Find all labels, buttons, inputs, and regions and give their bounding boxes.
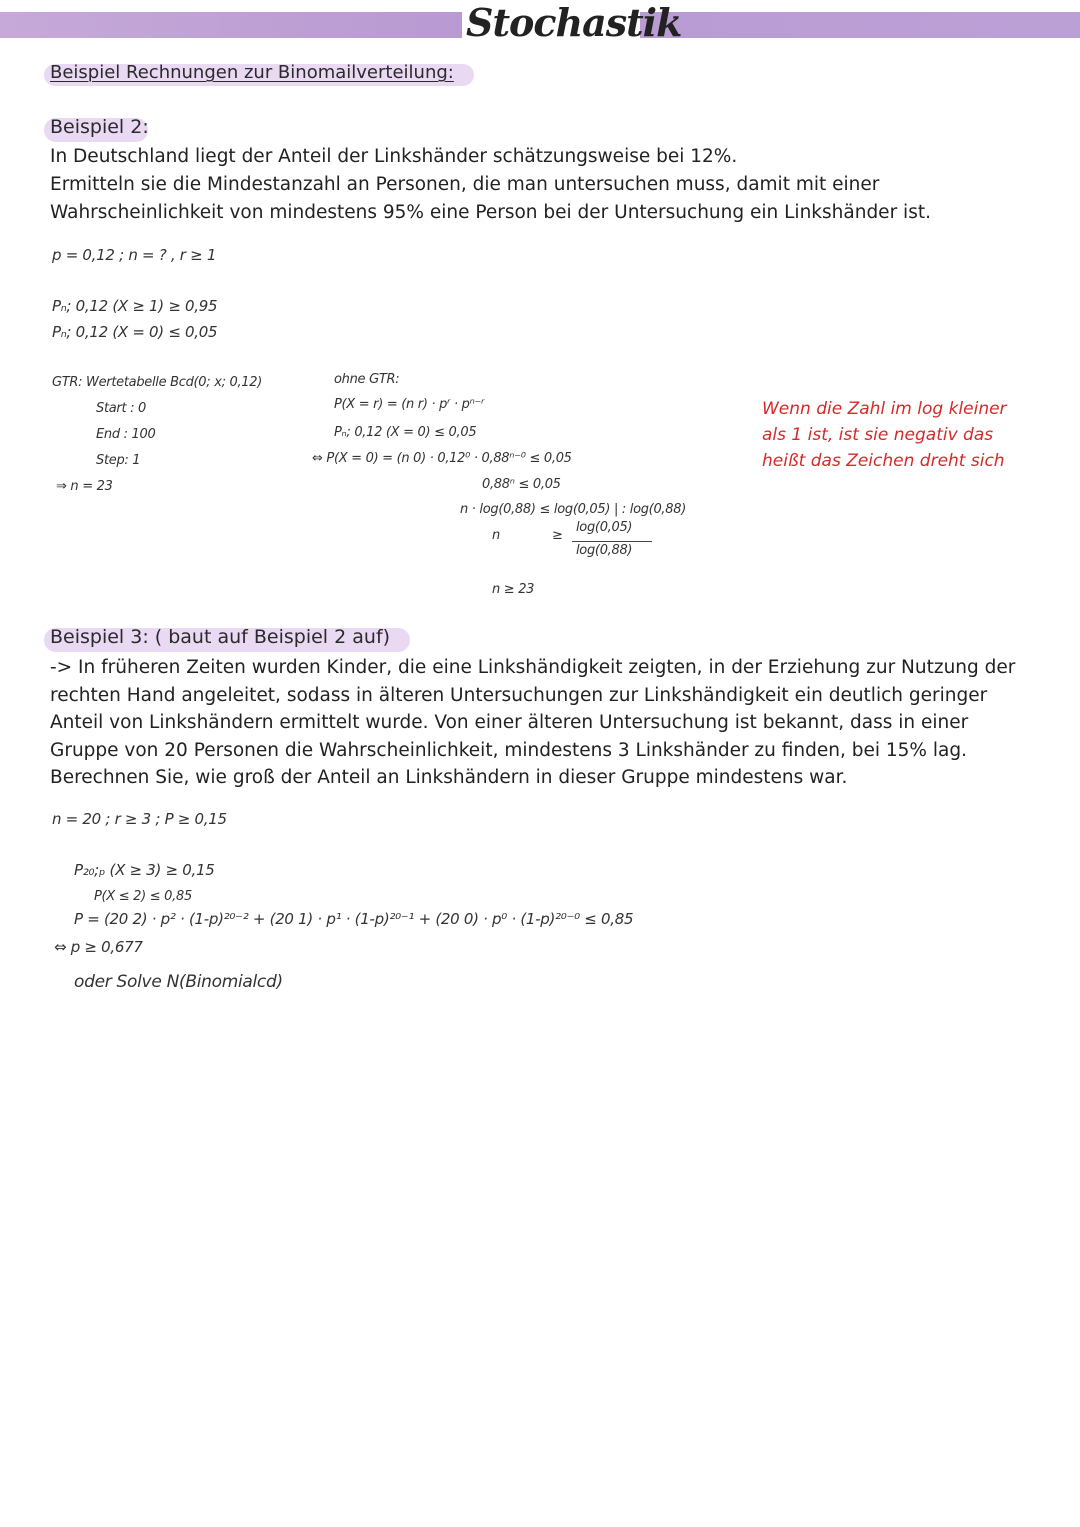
example3-heading: Beispiel 3: ( baut auf Beispiel 2 auf) <box>50 626 391 648</box>
example2-condition-2: Pₙ; 0,12 (X = 0) ≤ 0,05 <box>52 323 218 341</box>
example2-text-line: In Deutschland liegt der Anteil der Linkshänder schätzungsweise bei 12%. <box>50 146 738 167</box>
note-line: als 1 ist, ist sie negativ das <box>762 425 994 445</box>
example3-text-line: rechten Hand angeleitet, sodass in älteren Untersuchungen zur Linkshändigkeit ein deutlich geringer <box>50 684 988 706</box>
example3-text <box>50 654 1015 792</box>
ohne-gtr-condition: Pₙ; 0,12 (X = 0) ≤ 0,05 <box>334 425 477 440</box>
example2-condition-1: Pₙ; 0,12 (X ≥ 1) ≥ 0,95 <box>52 297 218 315</box>
example3-condition-2: P(X ≤ 2) ≤ 0,85 <box>94 889 192 904</box>
example3-text-line: -> In früheren Zeiten wurden Kinder, die eine Linkshändigkeit zeigten, in der Erziehung zur Nutzung der <box>50 657 1016 678</box>
fraction-line <box>572 541 652 542</box>
ohne-gtr-step-2: 0,88ⁿ ≤ 0,05 <box>482 477 561 492</box>
gtr-table-line: GTR: Wertetabelle Bcd(0; x; 0,12) <box>52 375 263 390</box>
section-heading: Beispiel Rechnungen zur Binomailverteilung: <box>50 62 454 83</box>
page-title: Stochastik <box>466 0 682 45</box>
example2-text-line: Wahrscheinlichkeit von mindestens 95% eine Person bei der Untersuchung ein Linkshänder ist. <box>50 202 931 223</box>
ohne-gtr-formula: P(X = r) = (n r) · pʳ · pⁿ⁻ʳ <box>334 397 485 412</box>
example3-result: ⇔ p ≥ 0,677 <box>54 938 143 956</box>
example3-text-line: Berechnen Sie, wie groß der Anteil an Linkshändern in dieser Gruppe mindestens war. <box>50 767 848 788</box>
gtr-start: Start : 0 <box>96 401 146 416</box>
example3-condition-1: P₂₀;ₚ (X ≥ 3) ≥ 0,15 <box>74 861 215 879</box>
example2-text-line: Ermitteln sie die Mindestanzahl an Personen, die man untersuchen muss, damit mit einer <box>50 174 880 195</box>
example2-given: p = 0,12 ; n = ? , r ≥ 1 <box>52 246 217 264</box>
ohne-gtr-step-4-rel: ≥ <box>552 528 563 543</box>
ohne-gtr-step-1: ⇔ P(X = 0) = (n 0) · 0,12⁰ · 0,88ⁿ⁻⁰ ≤ 0,05 <box>312 451 572 466</box>
note-line: heißt das Zeichen dreht sich <box>762 451 1005 471</box>
gtr-result: ⇒ n = 23 <box>56 479 113 494</box>
example3-text-line: Gruppe von 20 Personen die Wahrscheinlichkeit, mindestens 3 Linkshänder zu finden, bei 15% lag. <box>50 739 967 761</box>
ohne-gtr-fraction-denominator: log(0,88) <box>576 543 633 558</box>
gtr-step: Step: 1 <box>96 453 141 468</box>
example3-given: n = 20 ; r ≥ 3 ; P ≥ 0,15 <box>52 810 227 828</box>
ohne-gtr-fraction-numerator: log(0,05) <box>576 520 633 535</box>
gtr-end: End : 100 <box>96 427 156 442</box>
example3-alternative: oder Solve N(Binomialcd) <box>74 972 283 992</box>
ohne-gtr-result: n ≥ 23 <box>492 582 535 597</box>
ohne-gtr-step-4-n: n <box>492 528 500 543</box>
ohne-gtr-step-3: n · log(0,88) ≤ log(0,05) | : log(0,88) <box>460 502 686 517</box>
example3-sum-formula: P = (20 2) · p² · (1-p)²⁰⁻² + (20 1) · p¹ · (1-p)²⁰⁻¹ + (20 0) · p⁰ · (1-p)²⁰⁻⁰ ≤ 0,85 <box>74 910 634 928</box>
example2-text <box>50 143 931 227</box>
log-sign-note <box>762 396 1007 474</box>
note-line: Wenn die Zahl im log kleiner <box>762 399 1007 419</box>
example3-text-line: Anteil von Linkshändern ermittelt wurde. Von einer älteren Untersuchung ist bekannt, dass in einer <box>50 712 969 733</box>
ohne-gtr-label: ohne GTR: <box>334 372 400 387</box>
example2-heading: Beispiel 2: <box>50 116 149 138</box>
